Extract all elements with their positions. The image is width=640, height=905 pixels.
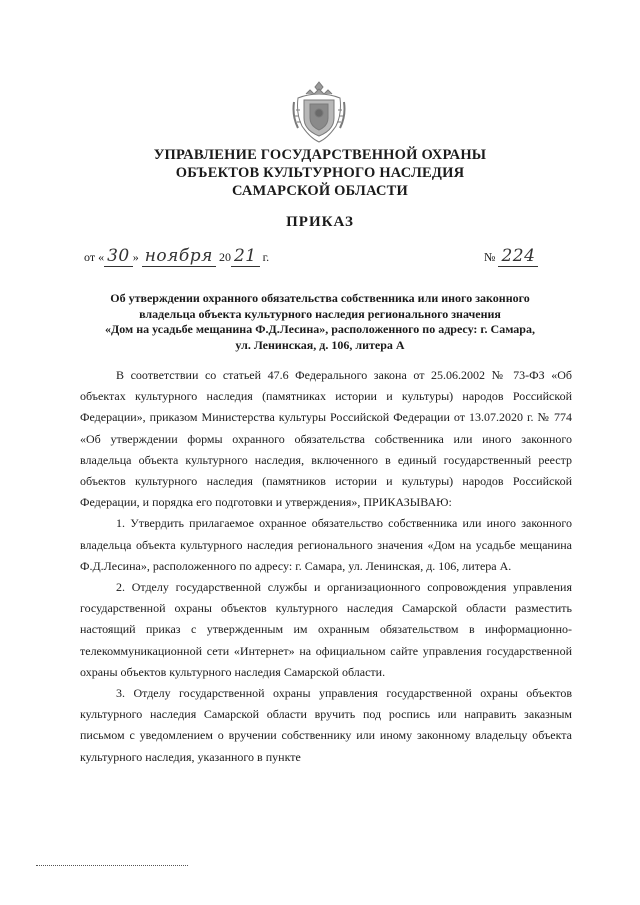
item-2-paragraph: 2. Отделу государственной службы и организационного сопровождения управления государственной охраны объектов культурного наследия Самарской области разместить настоящий приказ с утвержденным им охранным обязательством в информационно-телекоммуникационной сети «Интернет» на официальном сайте управления государственной охраны объектов культурного наследия Самарской области.	[80, 580, 572, 679]
order-subject	[70, 291, 570, 353]
date-suffix: г.	[262, 250, 270, 264]
date-month: ноября	[142, 246, 216, 267]
date-mid: »	[132, 250, 139, 264]
date-prefix: от «	[84, 250, 105, 264]
subject-line-2: владельца объекта культурного наследия регионального значения	[139, 306, 501, 321]
item-1-paragraph: 1. Утвердить прилагаемое охранное обязательство собственника или иного законного владельца объекта культурного наследия регионального значения «Дом на усадьбе мещанина Ф.Д.Лесина», расположенного по адресу: г. Самара, ул. Ленинская, д. 106, литера А.	[80, 516, 572, 573]
subject-line-1: Об утверждении охранного обязательства собственника или иного законного	[110, 291, 530, 305]
organization-name	[100, 146, 540, 200]
footer-divider	[36, 865, 188, 866]
order-body	[80, 365, 572, 768]
number-prefix: №	[484, 250, 496, 264]
org-line-3: САМАРСКОЙ ОБЛАСТИ	[231, 183, 409, 199]
org-line-2: ОБЪЕКТОВ КУЛЬТУРНОГО НАСЛЕДИЯ	[175, 165, 465, 181]
subject-line-3: «Дом на усадьбе мещанина Ф.Д.Лесина», расположенного по адресу: г. Самара,	[105, 322, 535, 336]
item-3-paragraph: 3. Отделу государственной охраны управления государственной охраны объектов культурного наследия Самарской области вручить под роспись или направить заказным письмом с уведомлением о вручении собственнику или иному законному владельцу объекта культурного наследия, указанного в пункте	[80, 686, 572, 764]
coat-of-arms-emblem	[292, 80, 346, 144]
preamble-paragraph: В соответствии со статьей 47.6 Федерального закона от 25.06.2002 № 73-ФЗ «Об объектах культурного наследия (памятниках истории и культуры) народов Российской Федерации», приказом Министерства культуры Российской Федерации от 13.07.2020 г. № 774 «Об утверждении формы охранного обязательства собственника или иного законного владельца объекта культурного наследия, включенного в единый государственный реестр объектов культурного наследия (памятников истории и культуры) народов Российской Федерации, и порядка его подготовки и утверждения», ПРИКАЗЫВАЮ:	[80, 368, 572, 510]
number-value: 224	[498, 246, 538, 267]
date-year: 21	[231, 246, 260, 267]
date-year-prefix: 20	[218, 250, 231, 264]
order-date	[84, 246, 269, 266]
document-type-title: ПРИКАЗ	[286, 214, 354, 230]
order-number	[484, 246, 538, 266]
org-line-1: УПРАВЛЕНИЕ ГОСУДАРСТВЕННОЙ ОХРАНЫ	[153, 147, 487, 163]
date-day: 30	[104, 246, 133, 267]
subject-line-4: ул. Ленинская, д. 106, литера А	[235, 337, 405, 352]
